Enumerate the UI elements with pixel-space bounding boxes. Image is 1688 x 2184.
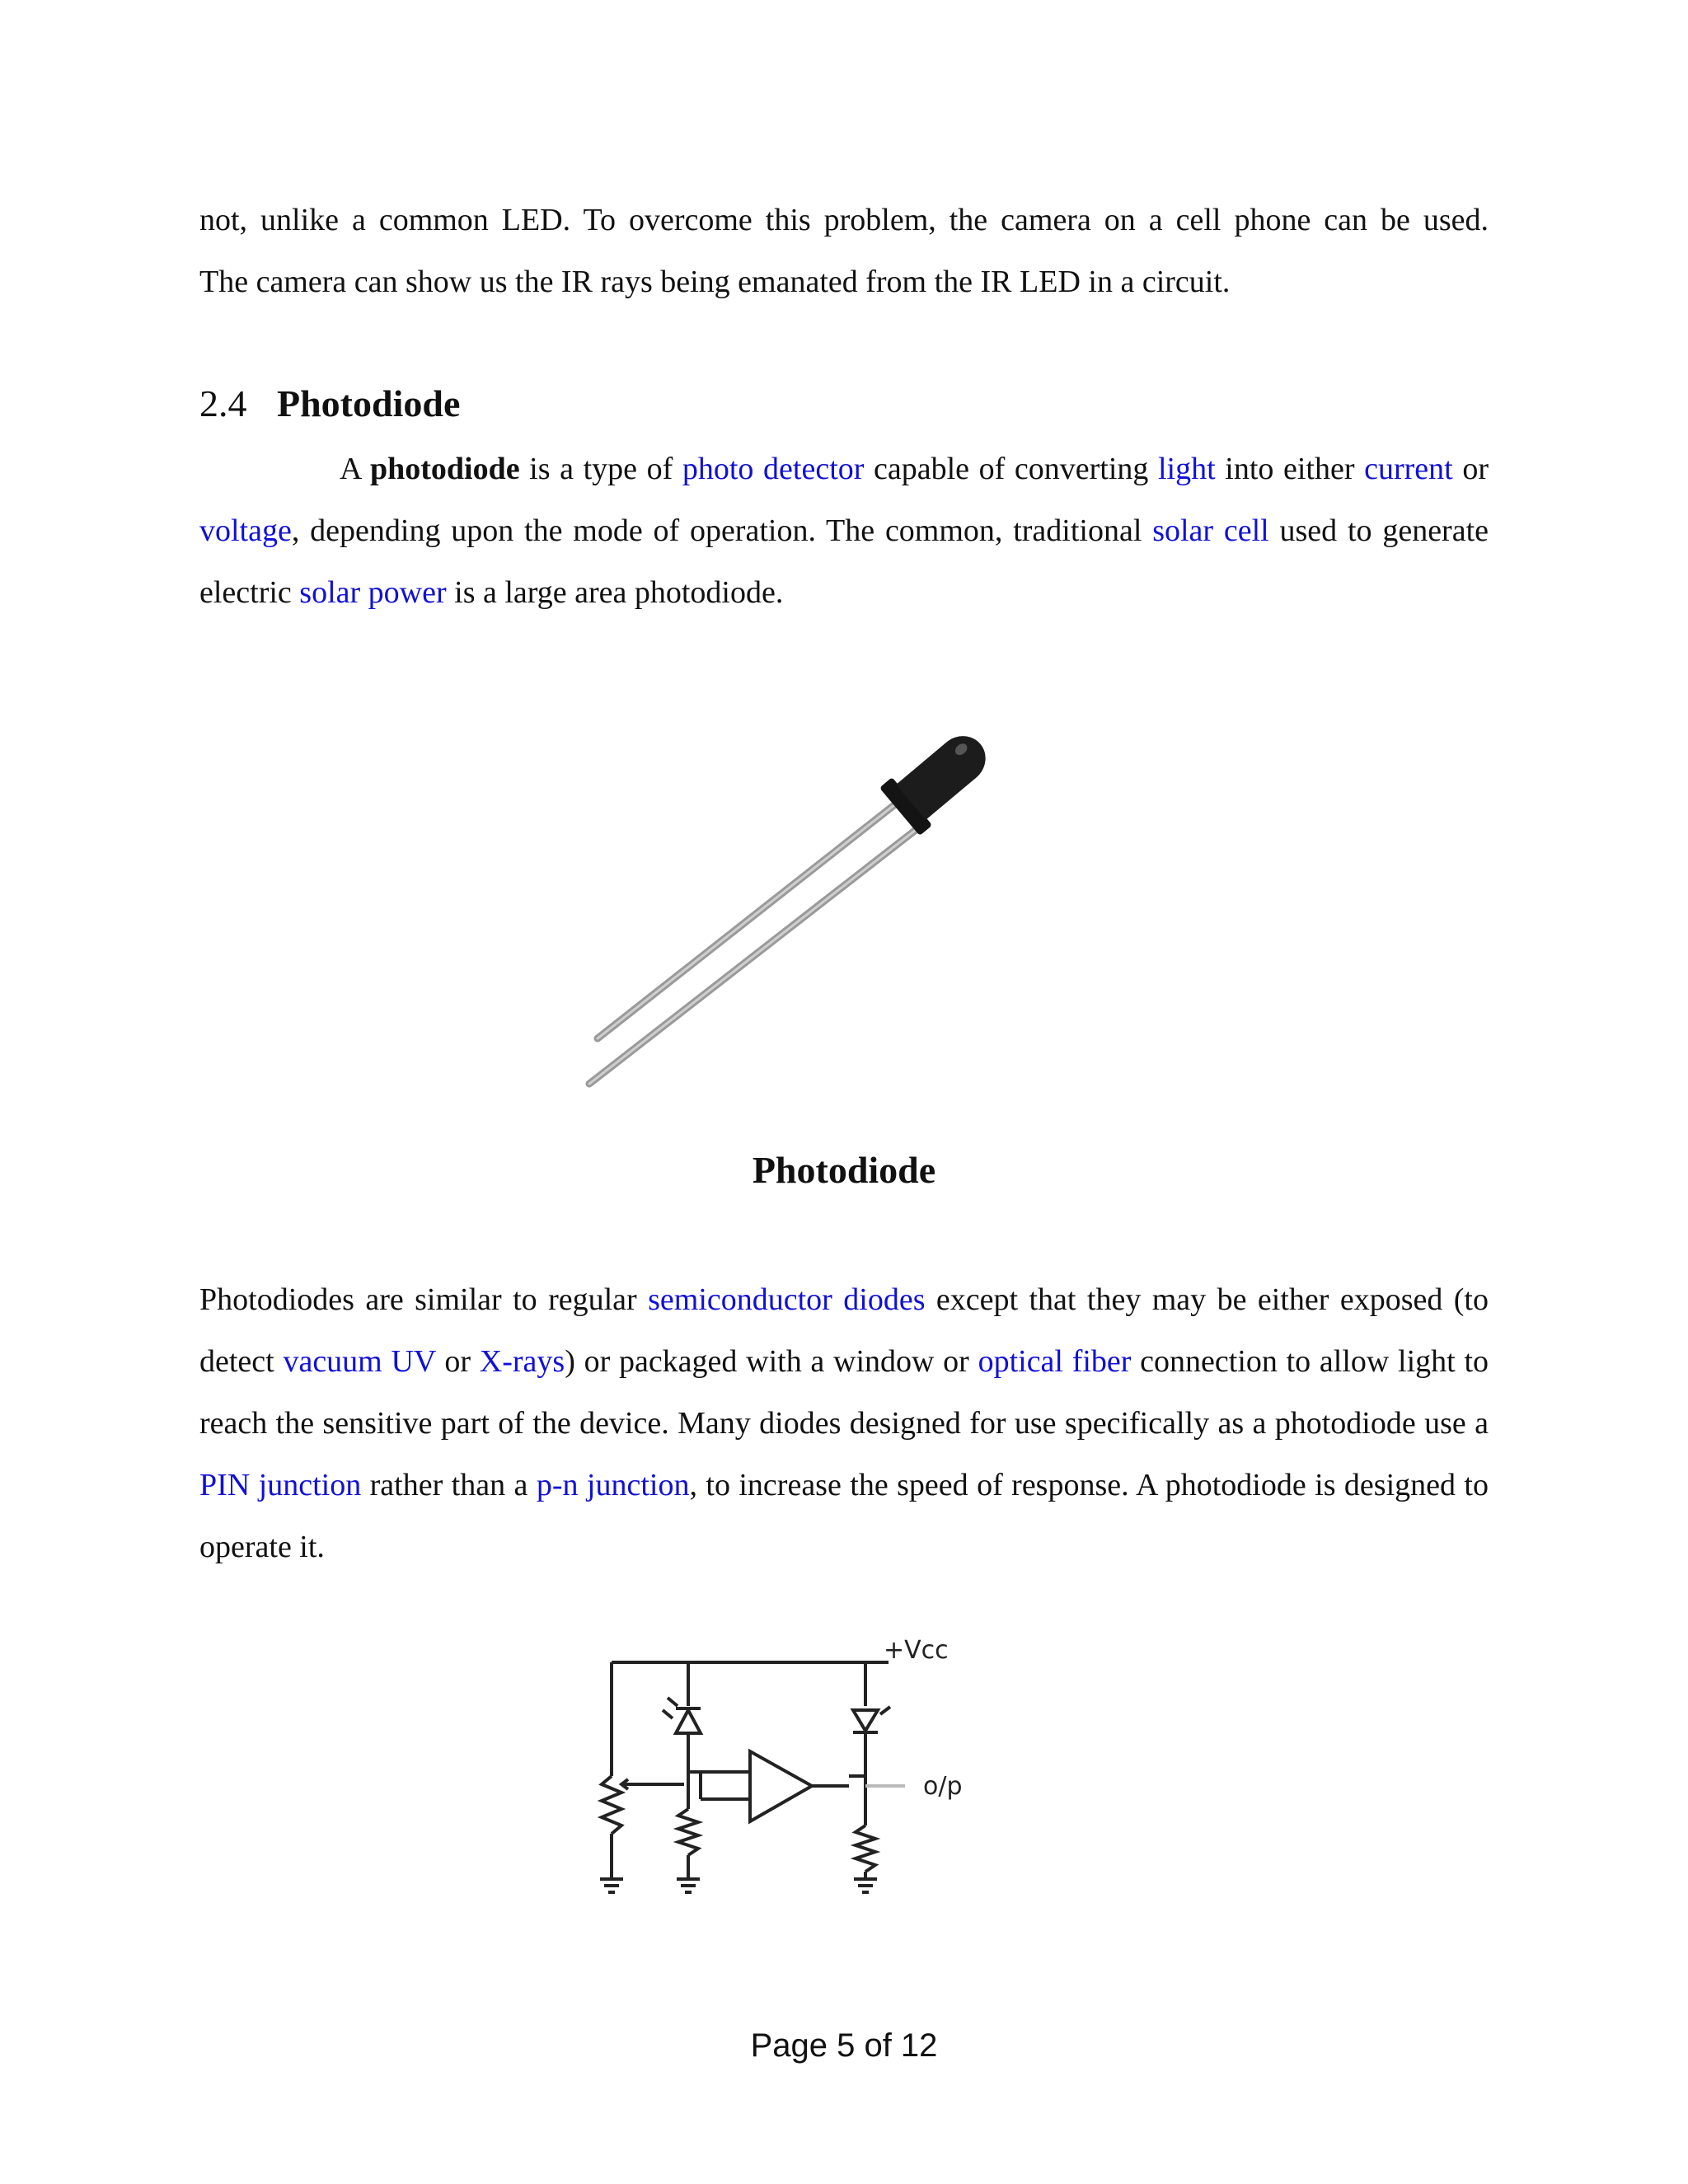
link-optical-fiber[interactable]: optical fiber	[978, 1344, 1132, 1379]
intro-line-2: The camera can show us the IR rays being emanated from the IR LED in a circuit.	[199, 265, 1231, 299]
intro-line-1: not, unlike a common LED. To overcome this problem, the camera on a cell phone can be used.	[199, 203, 1489, 237]
link-voltage[interactable]: voltage	[199, 513, 292, 548]
vcc-label: +Vcc	[884, 1636, 949, 1665]
link-current[interactable]: current	[1364, 452, 1453, 486]
photodiode-term: photodiode	[369, 452, 520, 486]
photodiode-circuit-icon	[577, 1628, 989, 1908]
link-p-n-junction[interactable]: p-n junction	[536, 1468, 690, 1502]
photodiode-component-icon	[569, 684, 1113, 1096]
section-title: Photodiode	[277, 382, 461, 424]
section-heading	[199, 375, 460, 433]
output-label: o/p	[923, 1772, 963, 1801]
figure-caption: Photodiode	[752, 1149, 936, 1191]
photodiode-description-paragraph: Photodiodes are similar to regular semiconductor diodes except that they may be either exposed (to detect vacuum UV or X-rays) or packaged with a window or optical fiber connection to allow light to reach the sensitive part of the device. Many diodes designed for use specifically as a photodiode use a PIN junction rather than a p-n junction, to increase the speed of response. A photodiode is designed to operate it.	[199, 1282, 1489, 1564]
intro-paragraph	[199, 190, 1489, 313]
link-pin-junction[interactable]: PIN junction	[199, 1468, 362, 1502]
link-solar-cell[interactable]: solar cell	[1152, 513, 1269, 548]
link-vacuum-uv[interactable]: vacuum UV	[283, 1344, 436, 1379]
link-semiconductor-diodes[interactable]: semiconductor diodes	[648, 1282, 926, 1317]
link-x-rays[interactable]: X-rays	[479, 1344, 565, 1379]
circuit-diagram	[577, 1628, 989, 1908]
link-light[interactable]: light	[1158, 452, 1216, 486]
photodiode-definition-paragraph: A photodiode is a type of photo detector capable of converting light into either current or voltage, depending upon the mode of operation. The common, traditional solar cell used to generate electric solar power is a large area photodiode.	[199, 452, 1489, 610]
link-solar-power[interactable]: solar power	[299, 575, 447, 610]
photodiode-image	[569, 684, 1113, 1096]
page-number: Page 5 of 12	[750, 2027, 938, 2064]
section-number: 2.4	[199, 382, 247, 424]
link-photo-detector[interactable]: photo detector	[682, 452, 865, 486]
